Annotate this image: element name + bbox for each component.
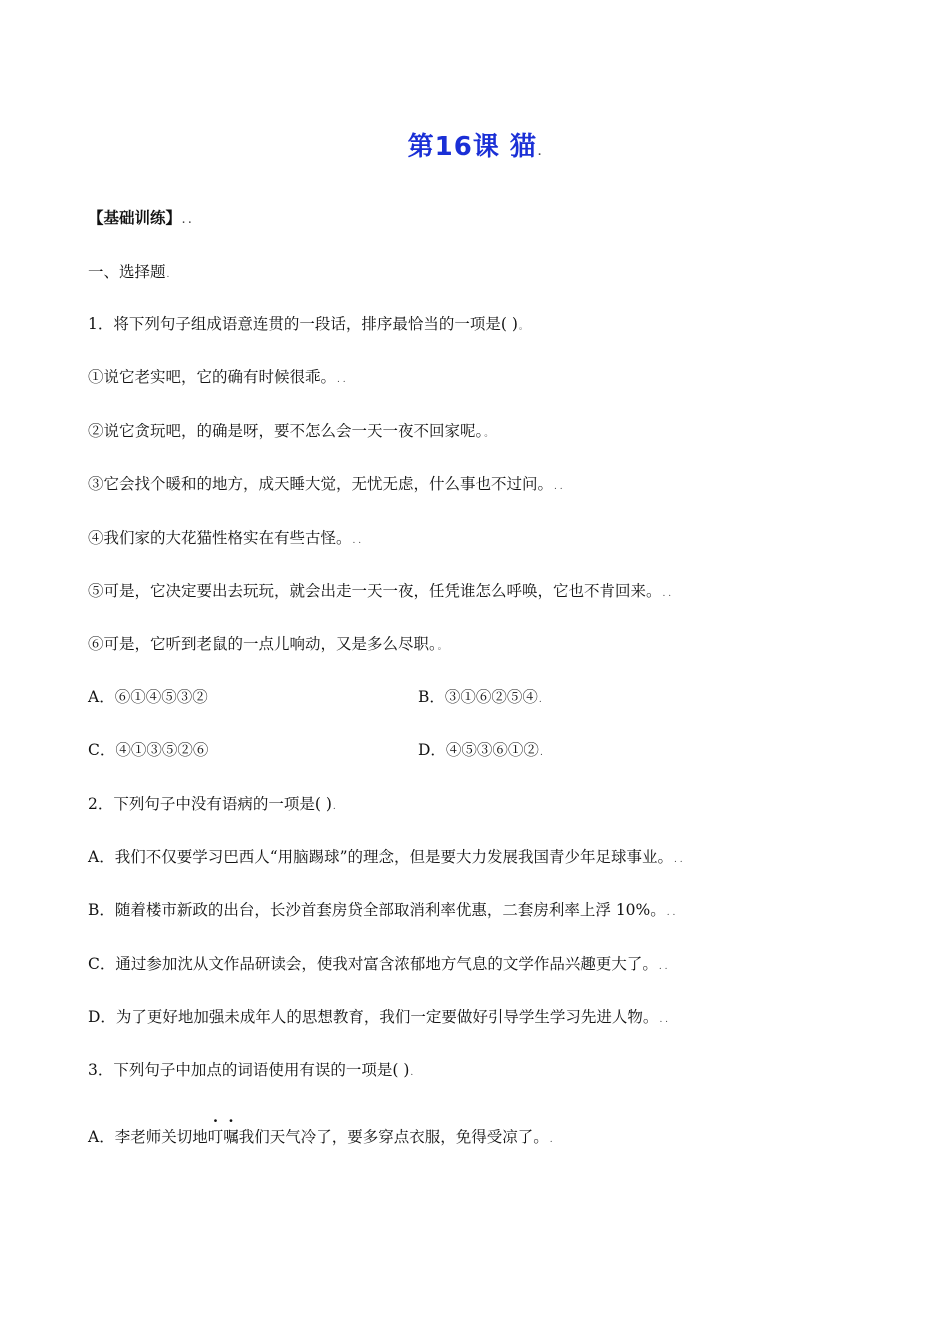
question-3-stem: 3．下列句子中加点的词语使用有误的一项是( ). <box>88 1061 414 1079</box>
part-heading: 一、选择题. <box>88 263 170 281</box>
q2-option-c[interactable]: C．通过参加沈从文作品研读会，使我对富含浓郁地方气息的文学作品兴趣更大了。. . <box>88 955 668 973</box>
q1-option-a[interactable]: A．⑥①④⑤③② <box>88 688 208 706</box>
section-heading: 【基础训练】. . <box>88 208 192 227</box>
emphasis-dot-char: 嘱 <box>223 1128 239 1146</box>
q1-sentence-2: ②说它贪玩吧，的确是呀，要不怎么会一天一夜不回家呢。。 <box>88 422 494 440</box>
q1-option-b[interactable]: B．③①⑥②⑤④. <box>418 688 542 706</box>
q1-sentence-4: ④我们家的大花猫性格实在有些古怪。. . <box>88 529 362 547</box>
q1-sentence-6: ⑥可是，它听到老鼠的一点儿响动，又是多么尽职。。 <box>88 635 447 653</box>
q2-option-d[interactable]: D．为了更好地加强未成年人的思想教育，我们一定要做好引导学生学习先进人物。. . <box>88 1008 669 1026</box>
q1-sentence-5: ⑤可是，它决定要出去玩玩，就会出走一天一夜，任凭谁怎么呼唤，它也不肯回来。. . <box>88 582 672 600</box>
q1-sentence-1: ①说它老实吧，它的确有时候很乖。. . <box>88 368 346 386</box>
emphasis-dot-char: 叮 <box>207 1128 224 1146</box>
q2-option-a[interactable]: A．我们不仅要学习巴西人“用脑踢球”的理念，但是要大力发展我国青少年足球事业。. . <box>88 848 683 866</box>
q1-option-c[interactable]: C．④①③⑤②⑥ <box>88 741 209 759</box>
q1-option-d[interactable]: D．④⑤③⑥①②. <box>418 741 543 759</box>
q3-option-a[interactable]: A．李老师关切地叮嘱我们天气冷了，要多穿点衣服，免得受凉了。. <box>88 1128 553 1146</box>
q2-option-b[interactable]: B．随着楼市新政的出台，长沙首套房贷全部取消利率优惠，二套房利率上浮 10%。. . <box>88 901 676 919</box>
q1-sentence-3: ③它会找个暖和的地方，成天睡大觉，无忧无虑，什么事也不过问。. . <box>88 475 563 493</box>
question-2-stem: 2．下列句子中没有语病的一项是( ). <box>88 795 336 813</box>
question-1-stem: 1．将下列句子组成语意连贯的一段话，排序最恰当的一项是( )。 <box>88 315 528 333</box>
page-title: 第16课 猫. <box>407 132 543 162</box>
